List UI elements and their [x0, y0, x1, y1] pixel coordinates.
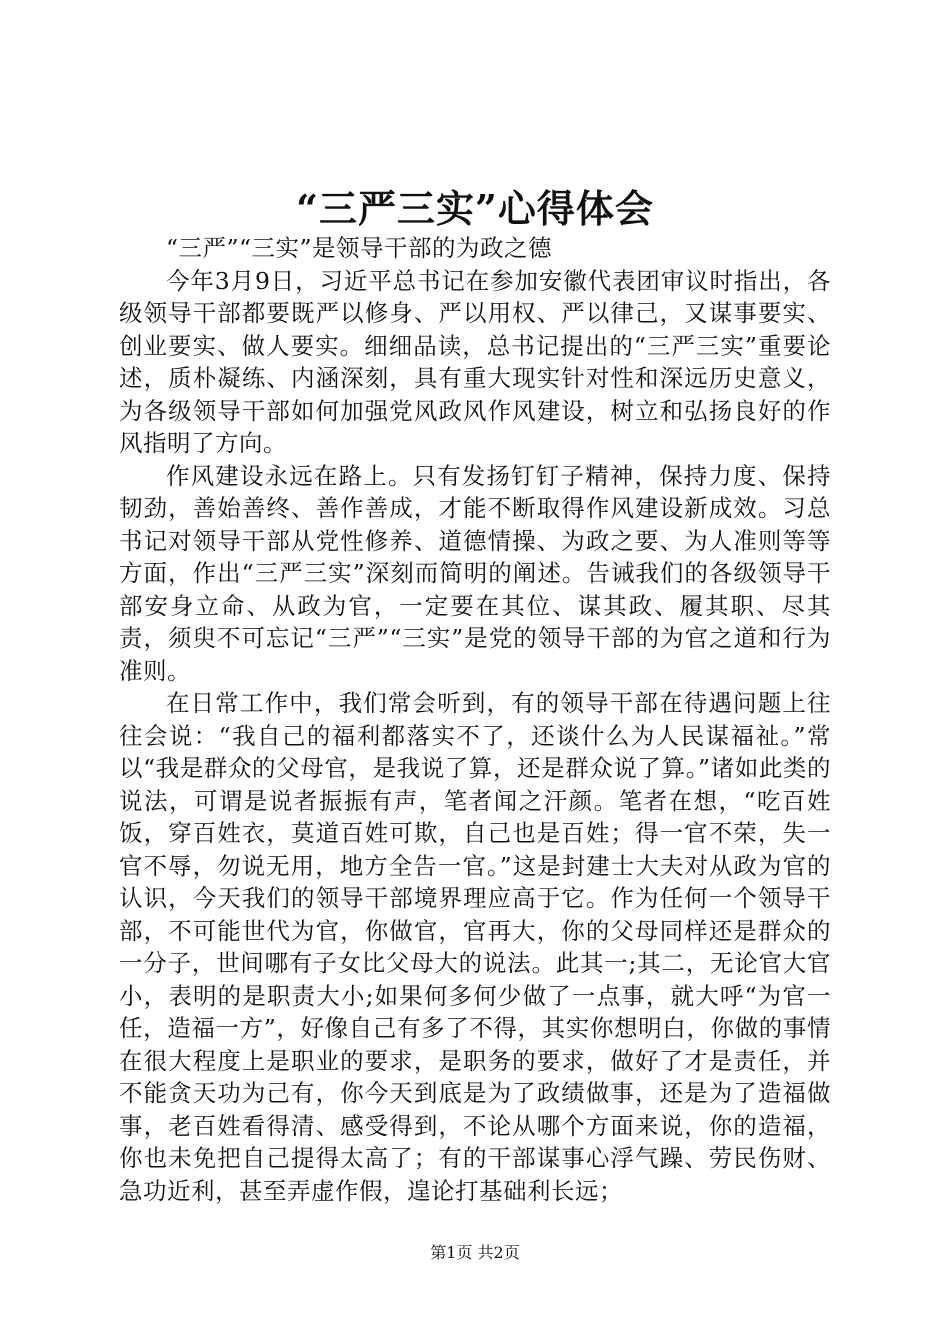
document-title: “三严三实”心得体会	[296, 186, 654, 231]
paragraph: 在日常工作中，我们常会听到，有的领导干部在待遇问题上往往会说：“我自己的福利都落实不了，还谈什么为人民谋福祉。”常以“我是群众的父母官，是我说了算，还是群众说了算。”诸如此类的说法，可谓是说者振振有声，笔者闻之汗颜。笔者在想，“吃百姓饭，穿百姓衣，莫道百姓可欺，自己也是百姓；得一官不荣，失一官不辱，勿说无用，地方全告一官。”这是封建士大夫对从政为官的认识，今天我们的领导干部境界理应高于它。作为任何一个领导干部，不可能世代为官，你做官，官再大，你的父母同样还是群众的一分子，世间哪有子女比父母大的说法。此其一;其二，无论官大官小，表明的是职责大小;如果何多何少做了一点事，就大呼“为官一任，造福一方”，好像自己有多了不得，其实你想明白，你做的事情在很大程度上是职业的要求，是职务的要求，做好了才是责任，并不能贪天功为己有，你今天到底是为了政绩做事，还是为了造福做事，老百姓看得清、感受得到，不论从哪个方面来说，你的造福，你也未免把自己提得太高了；有的干部谋事心浮气躁、劳民伤财、急功近利，甚至弄虚作假，遑论打基础利长远；	[119, 689, 831, 1205]
paragraph: 今年3月9日，习近平总书记在参加安徽代表团审议时指出，各级领导干部都要既严以修身、严以用权、严以律己，又谋事要实、创业要实、做人要实。细细品读，总书记提出的“三严三实”重要论述，质朴凝练、内涵深刻，具有重大现实针对性和深远历史意义，为各级领导干部如何加强党风政风作风建设，树立和弘扬良好的作风指明了方向。	[119, 266, 831, 457]
document-body	[119, 232, 831, 1207]
paragraph-subtitle: “三严”“三实”是领导干部的为政之德	[166, 234, 553, 262]
page-number-footer: 第1页 共2页	[430, 1243, 520, 1262]
paragraph: 作风建设永远在路上。只有发扬钉钉子精神，保持力度、保持韧劲，善始善终、善作善成，才能不断取得作风建设新成效。习总书记对领导干部从党性修养、道德情操、为政之要、为人准则等等方面，作出“三严三实”深刻而简明的阐述。告诫我们的各级领导干部安身立命、从政为官，一定要在其位、谋其政、履其职、尽其责，须臾不可忘记“三严”“三实”是党的领导干部的为官之道和行为准则。	[119, 461, 831, 685]
